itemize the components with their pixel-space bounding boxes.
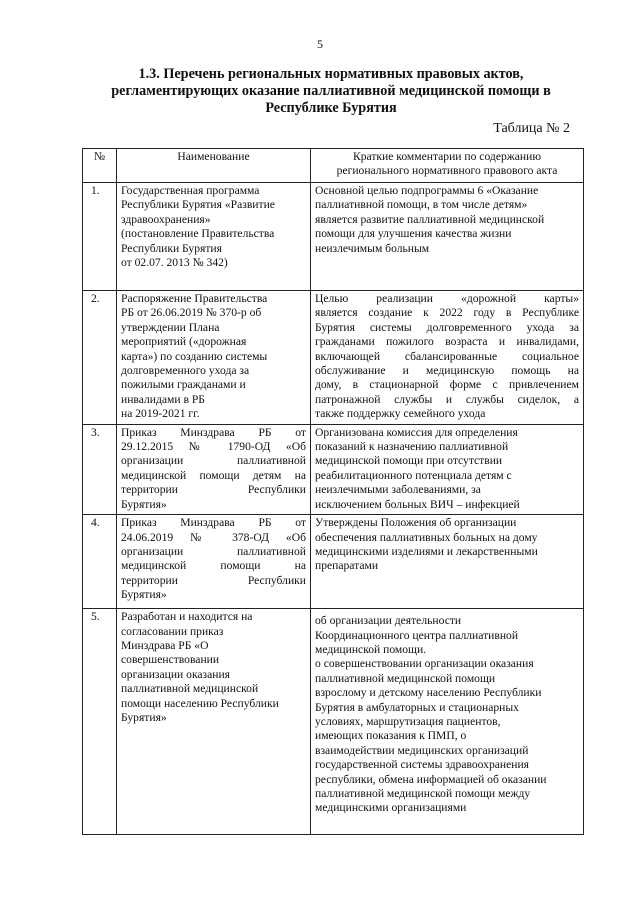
name-line: утверждении Плана xyxy=(121,320,220,334)
name-line: Приказ Минздрава РБ от xyxy=(121,516,306,530)
name-line: помощи населению Республики xyxy=(121,696,279,710)
comment-line: взаимодействии медицинских организаций xyxy=(315,743,529,757)
name-line: карта») по созданию системы xyxy=(121,349,268,363)
name-line: Бурятия» xyxy=(121,588,167,602)
comment-line: взрослому и детскому населению Республики xyxy=(315,686,542,700)
name-line: Распоряжение Правительства xyxy=(121,292,268,305)
comment-line: медицинскими организациями xyxy=(315,801,467,815)
comment-line: является создание к 2022 году в Республике xyxy=(315,306,579,320)
header-comment-line: регионального нормативного правового акта xyxy=(336,164,558,178)
section-title-line: регламентирующих оказание паллиативной медицинской помощи в xyxy=(111,83,551,99)
comment-line: исключением больных ВИЧ – инфекцией xyxy=(315,497,520,511)
header-name: Наименование xyxy=(117,149,311,183)
name-line: паллиативной медицинской xyxy=(121,682,259,696)
name-line: здравоохранения» xyxy=(121,212,211,226)
comment-line: гражданами пожилого возраста и инвалидами, xyxy=(315,335,579,349)
row-comment xyxy=(311,183,584,291)
page-number: 5 xyxy=(317,37,323,51)
name-line: Государственная программа xyxy=(121,184,260,197)
comment-line: Организована комиссия для определения xyxy=(315,425,518,439)
name-line: организации паллиативной xyxy=(121,454,306,468)
section-title-line: Республике Бурятия xyxy=(265,100,397,116)
name-line: инвалидами в РБ xyxy=(121,392,205,406)
name-line: Минздрава РБ «О xyxy=(121,638,209,652)
row-name xyxy=(117,424,311,514)
table-label: Таблица № 2 xyxy=(493,121,570,136)
row-name xyxy=(117,183,311,291)
header-comment xyxy=(311,149,584,183)
name-line: долговременного ухода за xyxy=(121,364,250,378)
comment-line: Целью реализации «дорожной карты» xyxy=(315,292,579,305)
comment-line: препаратами xyxy=(315,559,379,573)
section-title-line: 1.3. Перечень региональных нормативных правовых актов, xyxy=(138,66,524,82)
name-line: Разработан и находится на xyxy=(121,610,253,624)
comment-line: паллиативной медицинской помощи xyxy=(315,671,496,685)
name-line: мероприятий («дорожная xyxy=(121,335,247,349)
header-number: № xyxy=(83,149,117,183)
comment-line: имеющих показания к ПМП, о xyxy=(315,729,467,743)
comment-line: условиях, маршрутизация пациентов, xyxy=(315,714,501,728)
name-line: Республики Бурятия «Развитие xyxy=(121,198,275,212)
section-title xyxy=(96,66,566,117)
row-name xyxy=(117,291,311,425)
header-comment-line: Краткие комментарии по содержанию xyxy=(352,150,541,163)
name-line: Приказ Минздрава РБ от xyxy=(121,425,306,439)
comment-line: медицинскими изделиями и лекарственными xyxy=(315,544,538,558)
table-row xyxy=(83,424,584,514)
comment-line: о совершенствовании организации оказания xyxy=(315,657,534,671)
row-name xyxy=(117,609,311,835)
row-comment xyxy=(311,609,584,835)
comment-line: реабилитационного потенциала детям с xyxy=(315,468,512,482)
comment-line: дому, в стационарной форме с привлечением xyxy=(315,378,579,392)
row-number: 3. xyxy=(83,424,117,514)
comment-line: Координационного центра паллиативной xyxy=(315,628,519,642)
name-line: территории Республики xyxy=(121,483,306,497)
comment-line: Бурятия в амбулаторных и стационарных xyxy=(315,700,519,714)
name-line: 24.06.2019 № 378-ОД «Об xyxy=(121,530,306,544)
comment-line: государственной системы здравоохранения xyxy=(315,758,530,772)
comment-line: паллиативной медицинской помощи между xyxy=(315,786,531,800)
comment-line: Основной целью подпрограммы 6 «Оказание xyxy=(315,184,539,197)
row-comment xyxy=(311,424,584,514)
name-line: медицинской помощи детям на xyxy=(121,468,306,482)
name-line: (постановление Правительства xyxy=(121,227,275,241)
name-line: согласовании приказ xyxy=(121,624,224,638)
name-line: на 2019-2021 гг. xyxy=(121,407,200,421)
name-line: медицинской помощи на xyxy=(121,559,306,573)
name-line: РБ от 26.06.2019 № 370-р об xyxy=(121,306,262,320)
regulatory-acts-table xyxy=(82,148,584,835)
comment-line: включающей сбалансированные социальное xyxy=(315,349,579,363)
name-line: организации оказания xyxy=(121,667,231,681)
table-row xyxy=(83,183,584,291)
row-name xyxy=(117,515,311,609)
comment-line: обеспечения паллиативных больных на дому xyxy=(315,530,538,544)
table-row xyxy=(83,291,584,425)
comment-line: помощи для улучшения качества жизни xyxy=(315,227,512,241)
name-line: 29.12.2015 № 1790-ОД «Об xyxy=(121,440,306,454)
comment-line: неизлечимым больным xyxy=(315,241,430,255)
comment-line: также поддержку семейного ухода xyxy=(315,407,486,421)
comment-line: паллиативной помощи, в том числе детям» xyxy=(315,198,528,212)
name-line: пожилыми гражданами и xyxy=(121,378,246,392)
comment-line: медицинской помощи при отсутствии xyxy=(315,454,503,468)
name-line: территории Республики xyxy=(121,573,306,587)
comment-line: медицинской помощи. xyxy=(315,642,427,656)
row-number: 2. xyxy=(83,291,117,425)
row-number: 4. xyxy=(83,515,117,609)
row-comment xyxy=(311,515,584,609)
comment-line: Утверждены Положения об организации xyxy=(315,516,517,530)
comment-line: патронажной службы и службы сиделок, а xyxy=(315,392,579,406)
comment-line: обслуживание и медицинскую помощь на xyxy=(315,364,579,378)
name-line: организации паллиативной xyxy=(121,544,306,558)
comment-line: является развитие паллиативной медицинской xyxy=(315,212,545,226)
comment-line: Бурятия системы долговременного ухода за xyxy=(315,320,579,334)
comment-line: об организации деятельности xyxy=(315,614,462,628)
table-header-row xyxy=(83,149,584,183)
table-row xyxy=(83,515,584,609)
row-number: 1. xyxy=(83,183,117,291)
name-line: Бурятия» xyxy=(121,497,167,511)
name-line: Бурятия» xyxy=(121,710,167,724)
name-line: совершенствовании xyxy=(121,653,220,667)
comment-line: неизлечимыми заболеваниями, за xyxy=(315,483,481,497)
name-line: Республики Бурятия xyxy=(121,241,222,255)
row-number: 5. xyxy=(83,609,117,835)
comment-line: показаний к назначению паллиативной xyxy=(315,440,509,454)
table-row xyxy=(83,609,584,835)
row-comment xyxy=(311,291,584,425)
name-line: от 02.07. 2013 № 342) xyxy=(121,256,228,270)
comment-line: республики, обмена информацией об оказании xyxy=(315,772,547,786)
